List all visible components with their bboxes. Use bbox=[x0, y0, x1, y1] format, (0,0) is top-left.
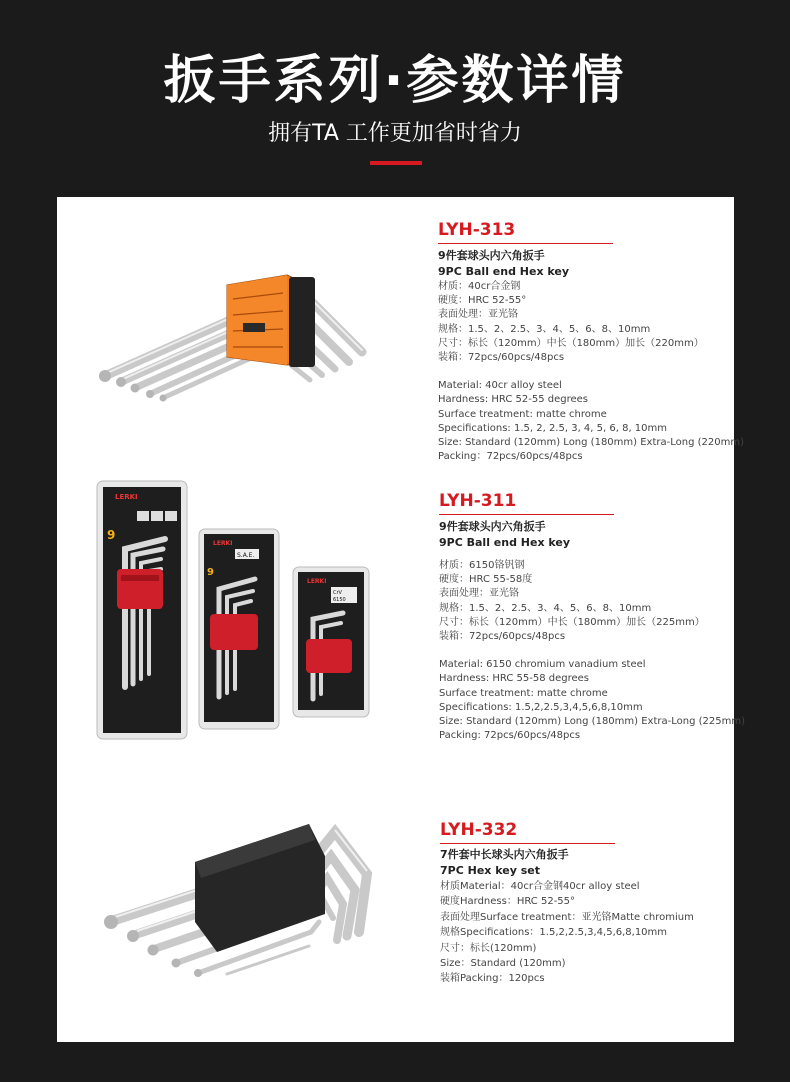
spec-line: 表面处理：亚光铬 bbox=[438, 309, 518, 321]
spec-line: Material: 40cr alloy steel bbox=[438, 380, 562, 392]
pack-grade: 6150 bbox=[333, 597, 346, 603]
blister-pack-image bbox=[95, 479, 395, 744]
hex-key-set-black-image bbox=[97, 812, 387, 987]
spec-line: 硬度：HRC 52-55° bbox=[438, 295, 527, 307]
page-subtitle: 拥有TA 工作更加省时省力 bbox=[268, 121, 522, 146]
spec-line: 材质：40cr合金钢 bbox=[438, 281, 521, 292]
product-lyh-311 bbox=[439, 490, 745, 743]
spec-line: Size: Standard (120mm) Long (180mm) Extra-Long (225mm) bbox=[439, 716, 745, 728]
pack-count: 9 bbox=[207, 567, 214, 578]
model-number: LYH-332 bbox=[440, 820, 518, 840]
pack-brand: LERKI bbox=[115, 493, 138, 501]
spec-line: 尺寸：标长（120mm）中长（180mm）加长（225mm） bbox=[439, 616, 705, 628]
product-name-cn: 7件套中长球头内六角扳手 bbox=[440, 848, 569, 861]
spec-line: 硬度Hardness：HRC 52-55° bbox=[440, 896, 576, 908]
spec-line: 尺寸：标长(120mm) bbox=[440, 942, 537, 954]
spec-line: Surface treatment: matte chrome bbox=[438, 408, 607, 420]
spec-line: Specifications: 1.5, 2, 2.5, 3, 4, 5, 6, 8, 10mm bbox=[438, 422, 668, 434]
spec-line: 尺寸：标长（120mm）中长（180mm）加长（220mm） bbox=[438, 337, 704, 349]
spec-line: 规格：1.5、2、2.5、3、4、5、6、8、10mm bbox=[439, 602, 652, 614]
pack-count: 9 bbox=[107, 528, 116, 542]
pack-brand: LERKI bbox=[213, 540, 233, 547]
spec-line: Hardness: HRC 55-58 degrees bbox=[439, 673, 590, 685]
spec-line: 装箱：72pcs/60pcs/48pcs bbox=[438, 352, 565, 364]
spec-line: 硬度：HRC 55-58度 bbox=[439, 574, 533, 586]
spec-line: 装箱：72pcs/60pcs/48pcs bbox=[439, 631, 566, 643]
product-panel bbox=[57, 197, 745, 1042]
product-lyh-313 bbox=[438, 219, 744, 464]
spec-line: Surface treatment: matte chrome bbox=[439, 687, 608, 699]
spec-line: 表面处理：亚光铬 bbox=[439, 588, 519, 600]
product-name-en: 9PC Ball end Hex key bbox=[439, 536, 571, 549]
title-underline bbox=[370, 161, 422, 165]
spec-line: 装箱Packing：120pcs bbox=[440, 973, 545, 985]
spec-line: Material: 6150 chromium vanadium steel bbox=[439, 659, 646, 671]
product-name-cn: 9件套球头内六角扳手 bbox=[438, 249, 545, 262]
model-number: LYH-311 bbox=[439, 491, 517, 511]
spec-line: Packing: 72pcs/60pcs/48pcs bbox=[439, 730, 581, 742]
spec-line: 规格Specifications：1.5,2,2.5,3,4,5,6,8,10mm bbox=[440, 927, 668, 939]
hex-key-set-orange-image bbox=[77, 257, 377, 407]
pack-crv: CrV bbox=[333, 590, 342, 596]
spec-line: Size：Standard (120mm) bbox=[440, 958, 566, 970]
spec-line: Packing：72pcs/60pcs/48pcs bbox=[438, 451, 583, 463]
model-number: LYH-313 bbox=[438, 220, 516, 240]
spec-line: 规格：1.5、2、2.5、3、4、5、6、8、10mm bbox=[438, 323, 651, 335]
spec-line: 表面处理Surface treatment：亚光铬Matte chromium bbox=[440, 911, 694, 923]
product-name-en: 9PC Ball end Hex key bbox=[438, 265, 570, 278]
spec-line: Hardness: HRC 52-55 degrees bbox=[438, 394, 589, 406]
spec-line: 材质Material：40cr合金钢40cr alloy steel bbox=[440, 881, 640, 892]
spec-line: 材质：6150铬钒钢 bbox=[439, 560, 525, 571]
page-title: 扳手系列·参数详情 bbox=[163, 51, 627, 111]
product-name-cn: 9件套球头内六角扳手 bbox=[439, 520, 546, 533]
pack-sae: S.A.E. bbox=[237, 552, 255, 559]
product-lyh-332 bbox=[440, 819, 694, 987]
pack-brand: LERKI bbox=[307, 578, 327, 585]
spec-line: Specifications: 1.5,2,2.5,3,4,5,6,8,10mm bbox=[439, 701, 643, 713]
spec-line: Size: Standard (120mm) Long (180mm) Extra-Long (220mm) bbox=[438, 437, 744, 449]
product-name-en: 7PC Hex key set bbox=[440, 864, 540, 877]
